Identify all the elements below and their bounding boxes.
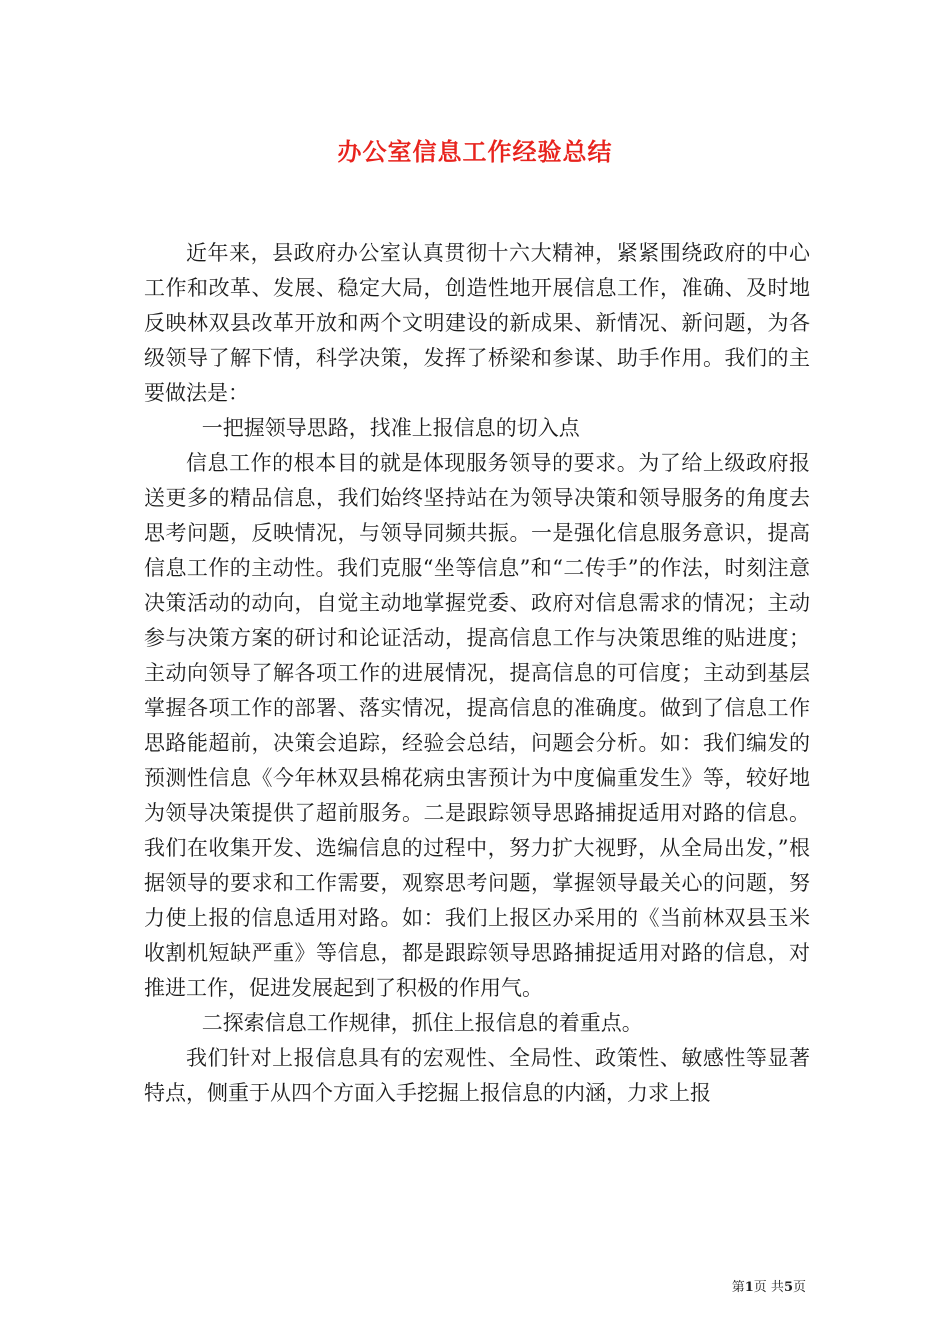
footer-prefix: 第 xyxy=(731,1280,745,1295)
paragraph-section-2: 我们针对上报信息具有的宏观性、全局性、政策性、敏感性等显著特点，侧重于从四个方面入手挖掘上报信息的内涵，力求上报 xyxy=(144,1046,810,1105)
section-heading-2: 二探索信息工作规律，抓住上报信息的着重点。 xyxy=(201,1011,643,1035)
footer-suffix: 页 xyxy=(792,1280,806,1295)
page-footer xyxy=(732,1276,806,1295)
paragraph-section-1: 信息工作的根本目的就是体现服务领导的要求。为了给上级政府报送更多的精品信息，我们始终坚持站在为领导决策和领导服务的角度去思考问题，反映情况，与领导同频共振。一是强化信息服务意识，提高信息工作的主动性。我们克服“坐等信息”和“二传手”的作法，时刻注意决策活动的动向，自觉主动地掌握党委、政府对信息需求的情况；主动参与决策方案的研讨和论证活动，提高信息工作与决策思维的贴进度；主动向领导了解各项工作的进展情况，提高信息的可信度；主动到基层掌握各项工作的部署、落实情况，提高信息的准确度。做到了信息工作思路能超前，决策会追踪，经验会总结，问题会分析。如：我们编发的预测性信息《今年林双县棉花病虫害预计为中度偏重发生》等，较好地为领导决策提供了超前服务。二是跟踪领导思路捕捉适用对路的信息。我们在收集开发、选编信息的过程中，努力扩大视野，从全局出发，”根据领导的要求和工作需要，观察思考问题，掌握领导最关心的问题，努力使上报的信息适用对路。如：我们上报区办采用的《当前林双县玉米收割机短缺严重》等信息，都是跟踪领导思路捕捉适用对路的信息，对推进工作，促进发展起到了积极的作用气。 xyxy=(144,451,810,1000)
footer-total-pages: 5 xyxy=(783,1280,793,1295)
section-heading-1: 一把握领导思路，找准上报信息的切入点 xyxy=(201,416,580,440)
paragraph-intro: 近年来，县政府办公室认真贯彻十六大精神，紧紧围绕政府的中心工作和改革、发展、稳定大局，创造性地开展信息工作，准确、及时地反映林双县改革开放和两个文明建设的新成果、新情况、新问题，为各级领导了解下情，科学决策，发挥了桥梁和参谋、助手作用。我们的主要做法是： xyxy=(144,241,810,405)
footer-middle: 页 共 xyxy=(753,1280,784,1295)
document-body xyxy=(144,236,810,1111)
document-title: 办公室信息工作经验总结 xyxy=(337,137,613,166)
footer-page-number: 1 xyxy=(744,1280,754,1295)
